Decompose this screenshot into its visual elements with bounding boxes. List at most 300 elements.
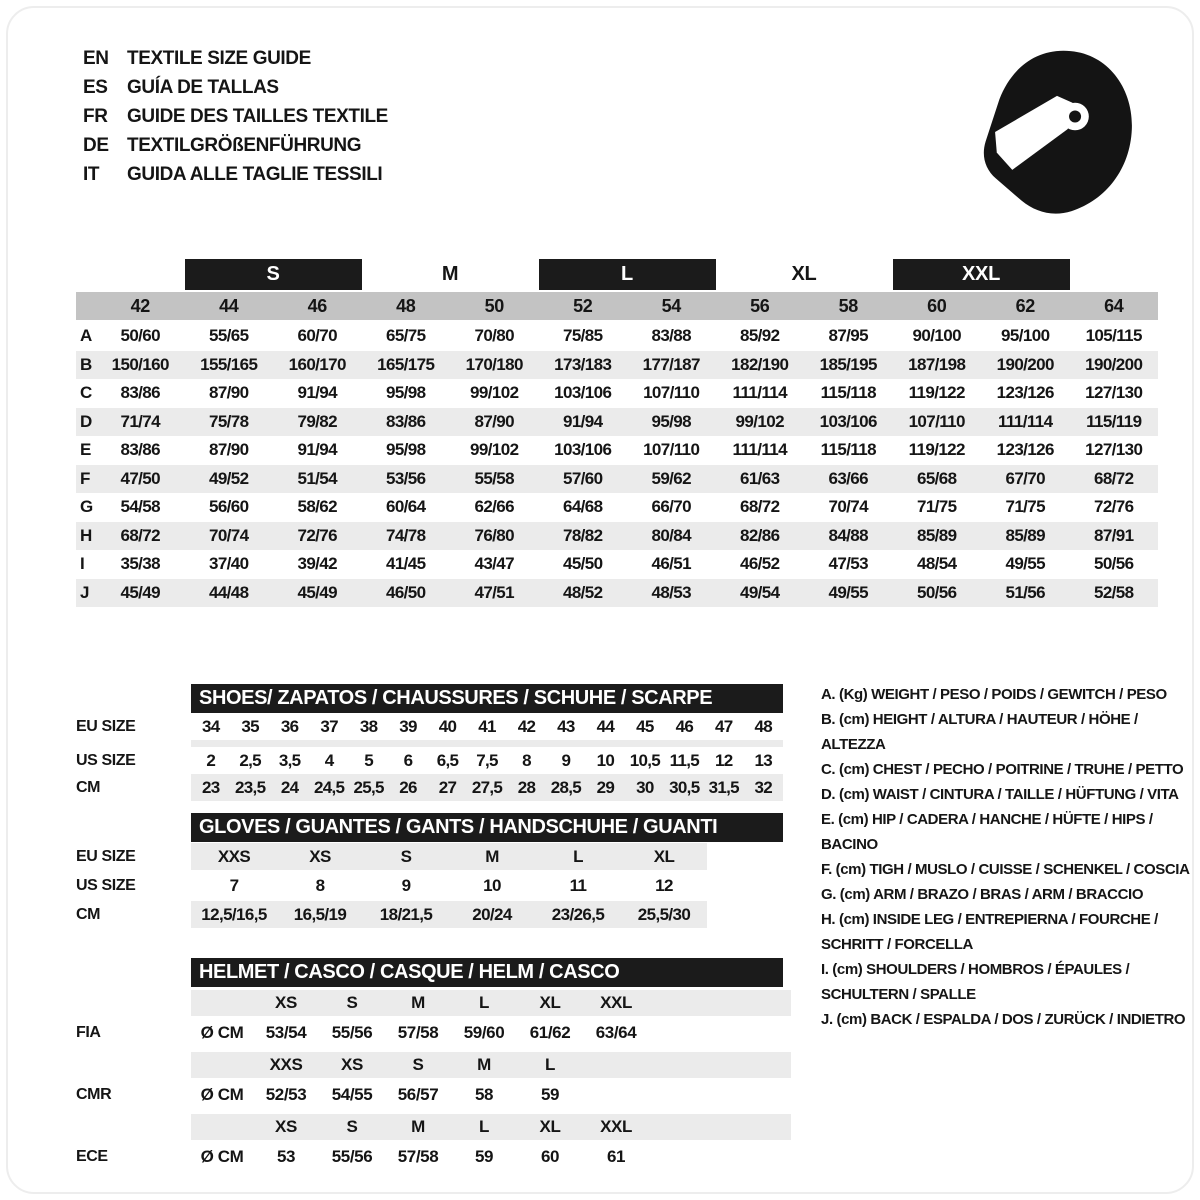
row-letter: A: [80, 326, 93, 346]
size-value: 87/91: [1093, 525, 1134, 545]
size-guide-sheet: [6, 6, 1194, 1194]
size-group-xxl: XXL: [893, 259, 1070, 290]
language-row: [83, 44, 388, 73]
shoes-value: 42: [517, 716, 536, 736]
size-value: 115/119: [1086, 411, 1142, 431]
gloves-row: [76, 842, 791, 871]
size-value: 173/183: [554, 354, 612, 374]
size-value: 123/126: [996, 440, 1054, 460]
numeric-size: 50: [484, 295, 504, 316]
helmet-size: XXL: [600, 993, 632, 1012]
shoes-value: 31,5: [708, 777, 739, 797]
size-value: 71/75: [1005, 497, 1046, 517]
helmet-value: 55/56: [331, 1023, 373, 1042]
size-row-a: [76, 322, 1158, 351]
size-value: 76/80: [474, 525, 515, 545]
gloves-value: 12: [655, 875, 673, 895]
size-value: 50/60: [120, 326, 161, 346]
size-value: 91/94: [562, 411, 603, 431]
row-divider: [191, 740, 783, 747]
helmet-value: 59/60: [463, 1023, 505, 1042]
helmet-size: XXL: [600, 1117, 632, 1136]
size-value: 72/76: [1093, 497, 1134, 517]
size-value: 82/86: [739, 525, 780, 545]
size-group-l: L: [539, 259, 716, 290]
helmet-size: XXS: [269, 1055, 303, 1074]
size-value: 70/74: [828, 497, 869, 517]
size-row-g: [76, 493, 1158, 522]
helmet-size: XL: [539, 993, 561, 1012]
row-label: US SIZE: [76, 751, 136, 769]
helmet-value: 59: [540, 1085, 560, 1104]
size-value: 46/51: [651, 554, 692, 574]
shoes-value: 4: [324, 750, 334, 770]
size-value: 85/89: [1005, 525, 1046, 545]
row-label: EU SIZE: [76, 717, 136, 735]
size-value: 49/52: [208, 468, 249, 488]
numeric-size: 42: [130, 295, 150, 316]
row-label: EU SIZE: [76, 847, 136, 865]
helmet-value: 54/55: [331, 1085, 373, 1104]
size-value: 37/40: [208, 554, 249, 574]
size-value: 45/50: [562, 554, 603, 574]
shoes-value: 5: [364, 750, 373, 770]
size-value: 41/45: [385, 554, 426, 574]
language-title-list: [83, 44, 388, 189]
size-value: 66/70: [651, 497, 692, 517]
numeric-size: 52: [573, 295, 593, 316]
gloves-value: 18/21,5: [379, 904, 433, 924]
size-group-m: M: [441, 263, 459, 285]
helmet-value-row: [76, 1143, 866, 1171]
shoes-rows: [76, 713, 791, 801]
size-value: 127/130: [1085, 383, 1143, 403]
size-value: 54/58: [120, 497, 161, 517]
size-value: 72/76: [297, 525, 338, 545]
language-title: GUIDA ALLE TAGLIE TESSILI: [127, 163, 383, 185]
numeric-size: 62: [1015, 295, 1035, 316]
size-value: 127/130: [1085, 440, 1143, 460]
size-value: 155/165: [200, 354, 258, 374]
size-value: 83/86: [385, 411, 426, 431]
size-value: 150/160: [111, 354, 169, 374]
size-value: 99/102: [470, 383, 519, 403]
gloves-value: 25,5/30: [637, 904, 691, 924]
size-value: 45/49: [120, 582, 161, 602]
helmet-size: L: [479, 1117, 489, 1136]
shoes-value: 37: [320, 716, 338, 736]
unit-label: Ø CM: [200, 1085, 244, 1104]
helmet-value-row: [76, 1081, 866, 1109]
size-value: 71/75: [916, 497, 957, 517]
gloves-value: 11: [569, 875, 587, 895]
size-value: 87/90: [474, 411, 515, 431]
shoes-value: 3,5: [278, 750, 301, 770]
size-value: 52/58: [1093, 582, 1134, 602]
size-value: 78/82: [562, 525, 603, 545]
shoes-value: 28: [517, 777, 536, 797]
size-value: 48/54: [916, 554, 957, 574]
helmet-size: S: [346, 1117, 358, 1136]
numeric-size: 46: [307, 295, 327, 316]
size-row-h: [76, 522, 1158, 551]
helmet-value: 53: [276, 1147, 296, 1166]
language-code: DE: [83, 134, 109, 156]
shoes-value: 2: [206, 750, 216, 770]
size-value: 83/88: [651, 326, 692, 346]
row-label: CM: [76, 905, 101, 923]
unit-label: Ø CM: [200, 1147, 244, 1166]
helmet-size: XS: [275, 993, 297, 1012]
size-value: 95/98: [651, 411, 692, 431]
size-value: 107/110: [908, 411, 965, 431]
size-value: 87/90: [208, 383, 249, 403]
shoes-value: 12: [715, 750, 733, 770]
language-row: [83, 131, 388, 160]
size-value: 115/118: [820, 440, 876, 460]
shoes-value: 40: [438, 716, 457, 736]
size-value: 160/170: [288, 354, 346, 374]
shoes-value: 28,5: [550, 777, 582, 797]
size-value: 83/86: [120, 440, 161, 460]
helmet-size: L: [545, 1055, 555, 1074]
size-value: 107/110: [643, 440, 700, 460]
size-value: 84/88: [828, 525, 869, 545]
language-title: GUÍA DE TALLAS: [127, 76, 279, 98]
size-value: 62/66: [474, 497, 515, 517]
helmet-value: 61: [606, 1147, 626, 1166]
language-code: FR: [83, 105, 108, 127]
shoes-title-bar: SHOES/ ZAPATOS / CHAUSSURES / SCHUHE / SCARPE: [191, 684, 783, 713]
size-group-xl: XL: [791, 263, 817, 285]
shoes-value: 30: [636, 777, 654, 797]
helmet-size-header-row: [76, 989, 866, 1017]
numeric-size: 64: [1104, 295, 1124, 316]
helmet-size-header-row: [76, 1051, 866, 1079]
row-letter: C: [80, 383, 93, 403]
numeric-size: 54: [661, 295, 681, 316]
size-value: 103/106: [819, 411, 877, 431]
language-title: GUIDE DES TAILLES TEXTILE: [127, 105, 388, 127]
gloves-value: 10: [483, 875, 501, 895]
shoes-value: 24,5: [313, 777, 345, 797]
size-value: 71/74: [120, 411, 161, 431]
language-row: [83, 160, 388, 189]
shoes-value: 10,5: [629, 750, 660, 770]
language-row: [83, 73, 388, 102]
shoes-value: 38: [359, 716, 378, 736]
shoes-value: 10: [596, 750, 615, 770]
shoes-value: 2,5: [239, 750, 261, 770]
language-row: [83, 102, 388, 131]
legend-item: B. (cm) HEIGHT / ALTURA / HAUTEUR / HÖHE / ALTEZZA: [821, 711, 1138, 753]
size-value: 68/72: [1093, 468, 1134, 488]
size-value: 39/42: [297, 554, 338, 574]
size-value: 95/98: [385, 383, 426, 403]
gloves-value: 20/24: [472, 904, 512, 924]
size-value: 63/66: [828, 468, 869, 488]
size-value: 190/200: [996, 354, 1054, 374]
helmet-values: [191, 1082, 791, 1108]
helmet-value: 56/57: [397, 1085, 439, 1104]
shoes-value: 6: [403, 750, 413, 770]
numeric-size: 56: [750, 295, 770, 316]
shoes-value: 7,5: [476, 750, 498, 770]
helmet-size: XS: [341, 1055, 363, 1074]
main-size-table: [76, 259, 1158, 607]
shoes-value: 6,5: [436, 750, 459, 770]
helmet-size: XL: [539, 1117, 561, 1136]
shoes-value: 44: [596, 716, 615, 736]
helmet-icon: [971, 41, 1143, 223]
shoes-value: 34: [201, 716, 220, 736]
helmet-size-header-row: [76, 1113, 866, 1141]
size-value: 53/56: [385, 468, 426, 488]
size-value: 35/38: [120, 554, 161, 574]
size-group-s: S: [185, 259, 362, 290]
size-value: 190/200: [1085, 354, 1143, 374]
helmet-size: S: [412, 1055, 424, 1074]
size-value: 83/86: [120, 383, 161, 403]
helmet-value: 53/54: [265, 1023, 307, 1042]
size-value: 182/190: [731, 354, 789, 374]
size-value: 56/60: [208, 497, 249, 517]
shoes-value: 48: [754, 716, 773, 736]
shoes-value: 47: [715, 716, 733, 736]
size-value: 177/187: [642, 354, 700, 374]
size-value: 50/56: [1093, 554, 1134, 574]
size-row-j: [76, 579, 1158, 608]
numeric-size: 44: [219, 295, 239, 316]
legend-item: E. (cm) HIP / CADERA / HANCHE / HÜFTE / HIPS / BACINO: [821, 811, 1153, 853]
row-letter: D: [80, 411, 93, 431]
size-value: 47/50: [120, 468, 161, 488]
shoes-value: 39: [399, 716, 417, 736]
helmet-value: 58: [474, 1085, 494, 1104]
legend-item: D. (cm) WAIST / CINTURA / TAILLE / HÜFTUNG / VITA: [821, 786, 1179, 803]
size-value: 80/84: [651, 525, 692, 545]
helmet-sizes: [191, 1114, 791, 1140]
helmet-size: M: [477, 1055, 491, 1074]
shoes-value: 11,5: [669, 750, 699, 770]
helmet-table: [76, 958, 866, 1171]
size-value: 70/80: [474, 326, 515, 346]
size-value: 64/68: [562, 497, 603, 517]
row-letter: I: [80, 554, 85, 574]
shoes-value: 23: [201, 777, 220, 797]
gloves-value: L: [573, 846, 583, 866]
helmet-title-bar: HELMET / CASCO / CASQUE / HELM / CASCO: [191, 958, 783, 987]
size-value: 90/100: [912, 326, 961, 346]
size-value: 44/48: [208, 582, 249, 602]
gloves-value: S: [400, 846, 412, 866]
helmet-value: 60: [540, 1147, 560, 1166]
numeric-size: 48: [396, 295, 416, 316]
size-value: 61/63: [739, 468, 780, 488]
helmet-size: M: [411, 1117, 425, 1136]
helmet-value: 52/53: [265, 1085, 307, 1104]
shoes-value: 24: [280, 777, 299, 797]
row-letter: G: [80, 497, 94, 517]
size-value: 75/85: [562, 326, 603, 346]
helmet-sizes: [191, 990, 791, 1016]
gloves-value: 16,5/19: [293, 904, 347, 924]
size-value: 47/53: [828, 554, 869, 574]
size-value: 103/106: [554, 383, 612, 403]
gloves-value: XXS: [217, 846, 251, 866]
size-value: 46/52: [739, 554, 780, 574]
size-value: 85/89: [916, 525, 957, 545]
shoes-value: 8: [522, 750, 531, 770]
gloves-rows: [76, 842, 791, 929]
size-value: 55/58: [474, 468, 515, 488]
helmet-value: 57/58: [397, 1147, 439, 1166]
row-letter: F: [80, 468, 91, 488]
row-label: CM: [76, 778, 101, 796]
gloves-value: 12,5/16,5: [201, 904, 267, 924]
helmet-values: [191, 1020, 791, 1046]
numeric-size: 60: [927, 295, 947, 316]
size-value: 51/56: [1005, 582, 1046, 602]
gloves-cells: [191, 872, 707, 899]
helmet-value: 57/58: [397, 1023, 439, 1042]
shoes-table: [76, 684, 791, 801]
helmet-rows: [76, 989, 866, 1171]
helmet-sizes: [191, 1052, 791, 1078]
helmet-value: 61/62: [529, 1023, 571, 1042]
shoes-cells: [191, 747, 783, 774]
language-title: TEXTILGRÖßENFÜHRUNG: [127, 134, 362, 156]
row-letter: J: [80, 582, 90, 602]
helmet-value: 59: [474, 1147, 494, 1166]
gloves-cells: [191, 901, 707, 928]
size-value: 65/75: [385, 326, 426, 346]
shoes-value: 35: [241, 716, 259, 736]
size-row-c: [76, 379, 1158, 408]
helmet-size: L: [479, 993, 489, 1012]
size-value: 115/118: [820, 383, 876, 403]
size-value: 49/55: [1005, 554, 1046, 574]
numeric-size-band: [76, 292, 1158, 320]
legend-item: F. (cm) TIGH / MUSLO / CUISSE / SCHENKEL / COSCIA: [821, 861, 1190, 878]
numeric-size: 58: [838, 295, 858, 316]
language-code: IT: [83, 163, 100, 185]
size-value: 99/102: [470, 440, 519, 460]
size-value: 99/102: [735, 411, 784, 431]
shoes-value: 30,5: [669, 777, 700, 797]
helmet-size: S: [346, 993, 358, 1012]
shoes-value: 25,5: [353, 777, 384, 797]
size-value: 58/62: [297, 497, 338, 517]
shoes-value: 23,5: [235, 777, 266, 797]
size-value: 165/175: [377, 354, 435, 374]
size-value: 111/114: [998, 411, 1053, 431]
size-row-e: [76, 436, 1158, 465]
size-value: 95/98: [385, 440, 426, 460]
size-value: 87/90: [208, 440, 249, 460]
gloves-cells: [191, 843, 707, 870]
size-value: 185/195: [819, 354, 877, 374]
shoes-cells: [191, 713, 783, 740]
size-value: 119/122: [908, 383, 965, 403]
shoes-row: [76, 747, 791, 774]
gloves-value: 9: [401, 875, 411, 895]
size-value: 68/72: [739, 497, 780, 517]
size-value: 74/78: [385, 525, 426, 545]
size-value: 46/50: [385, 582, 426, 602]
legend-item: C. (cm) CHEST / PECHO / POITRINE / TRUHE / PETTO: [821, 761, 1184, 778]
size-value: 51/54: [297, 468, 338, 488]
size-value: 65/68: [916, 468, 957, 488]
size-value: 87/95: [828, 326, 869, 346]
legend-item: J. (cm) BACK / ESPALDA / DOS / ZURÜCK / INDIETRO: [821, 1011, 1186, 1028]
shoes-cells: [191, 774, 783, 801]
size-value: 91/94: [297, 383, 338, 403]
shoes-row: [76, 713, 791, 740]
shoes-value: 27,5: [471, 777, 503, 797]
gloves-value: 23/26,5: [551, 904, 605, 924]
shoes-value: 46: [675, 716, 694, 736]
size-group-header: [76, 259, 1158, 290]
gloves-row: [76, 900, 791, 929]
size-value: 43/47: [474, 554, 515, 574]
measurement-legend: [821, 682, 1200, 1032]
helmet-values: [191, 1144, 791, 1170]
size-value: 123/126: [996, 383, 1054, 403]
gloves-value: XL: [653, 846, 675, 866]
size-value: 59/62: [651, 468, 692, 488]
size-value: 68/72: [120, 525, 161, 545]
row-letter: B: [80, 354, 93, 374]
size-value: 48/52: [562, 582, 603, 602]
size-value: 55/65: [208, 326, 249, 346]
shoes-value: 32: [754, 777, 773, 797]
shoes-value: 36: [280, 716, 299, 736]
shoes-value: 13: [754, 750, 773, 770]
size-value: 103/106: [554, 440, 612, 460]
size-value: 75/78: [208, 411, 249, 431]
standard-label: ECE: [76, 1148, 108, 1165]
gloves-value: 8: [315, 875, 325, 895]
helmet-value: 63/64: [595, 1023, 637, 1042]
size-row-f: [76, 465, 1158, 494]
size-value: 50/56: [916, 582, 957, 602]
size-value: 170/180: [465, 354, 523, 374]
size-value: 79/82: [297, 411, 338, 431]
gloves-value: XS: [309, 846, 331, 866]
size-row-b: [76, 351, 1158, 380]
gloves-value: 7: [229, 875, 239, 895]
legend-item: I. (cm) SHOULDERS / HOMBROS / ÉPAULES / SCHULTERN / SPALLE: [821, 961, 1130, 1003]
language-title: TEXTILE SIZE GUIDE: [127, 47, 311, 69]
measurement-rows: [76, 322, 1158, 607]
size-value: 107/110: [643, 383, 700, 403]
size-row-d: [76, 408, 1158, 437]
legend-item: H. (cm) INSIDE LEG / ENTREPIERNA / FOURCHE / SCHRITT / FORCELLA: [821, 911, 1158, 953]
helmet-size: M: [411, 993, 425, 1012]
shoes-value: 9: [561, 750, 571, 770]
size-value: 105/115: [1085, 326, 1142, 346]
size-value: 119/122: [908, 440, 965, 460]
shoes-value: 27: [438, 777, 457, 797]
size-value: 111/114: [732, 440, 787, 460]
gloves-title-bar: GLOVES / GUANTES / GANTS / HANDSCHUHE / GUANTI: [191, 813, 783, 842]
size-value: 187/198: [908, 354, 966, 374]
legend-item: G. (cm) ARM / BRAZO / BRAS / ARM / BRACCIO: [821, 886, 1144, 903]
gloves-value: M: [485, 846, 499, 866]
gloves-row: [76, 871, 791, 900]
standard-label: CMR: [76, 1086, 112, 1103]
